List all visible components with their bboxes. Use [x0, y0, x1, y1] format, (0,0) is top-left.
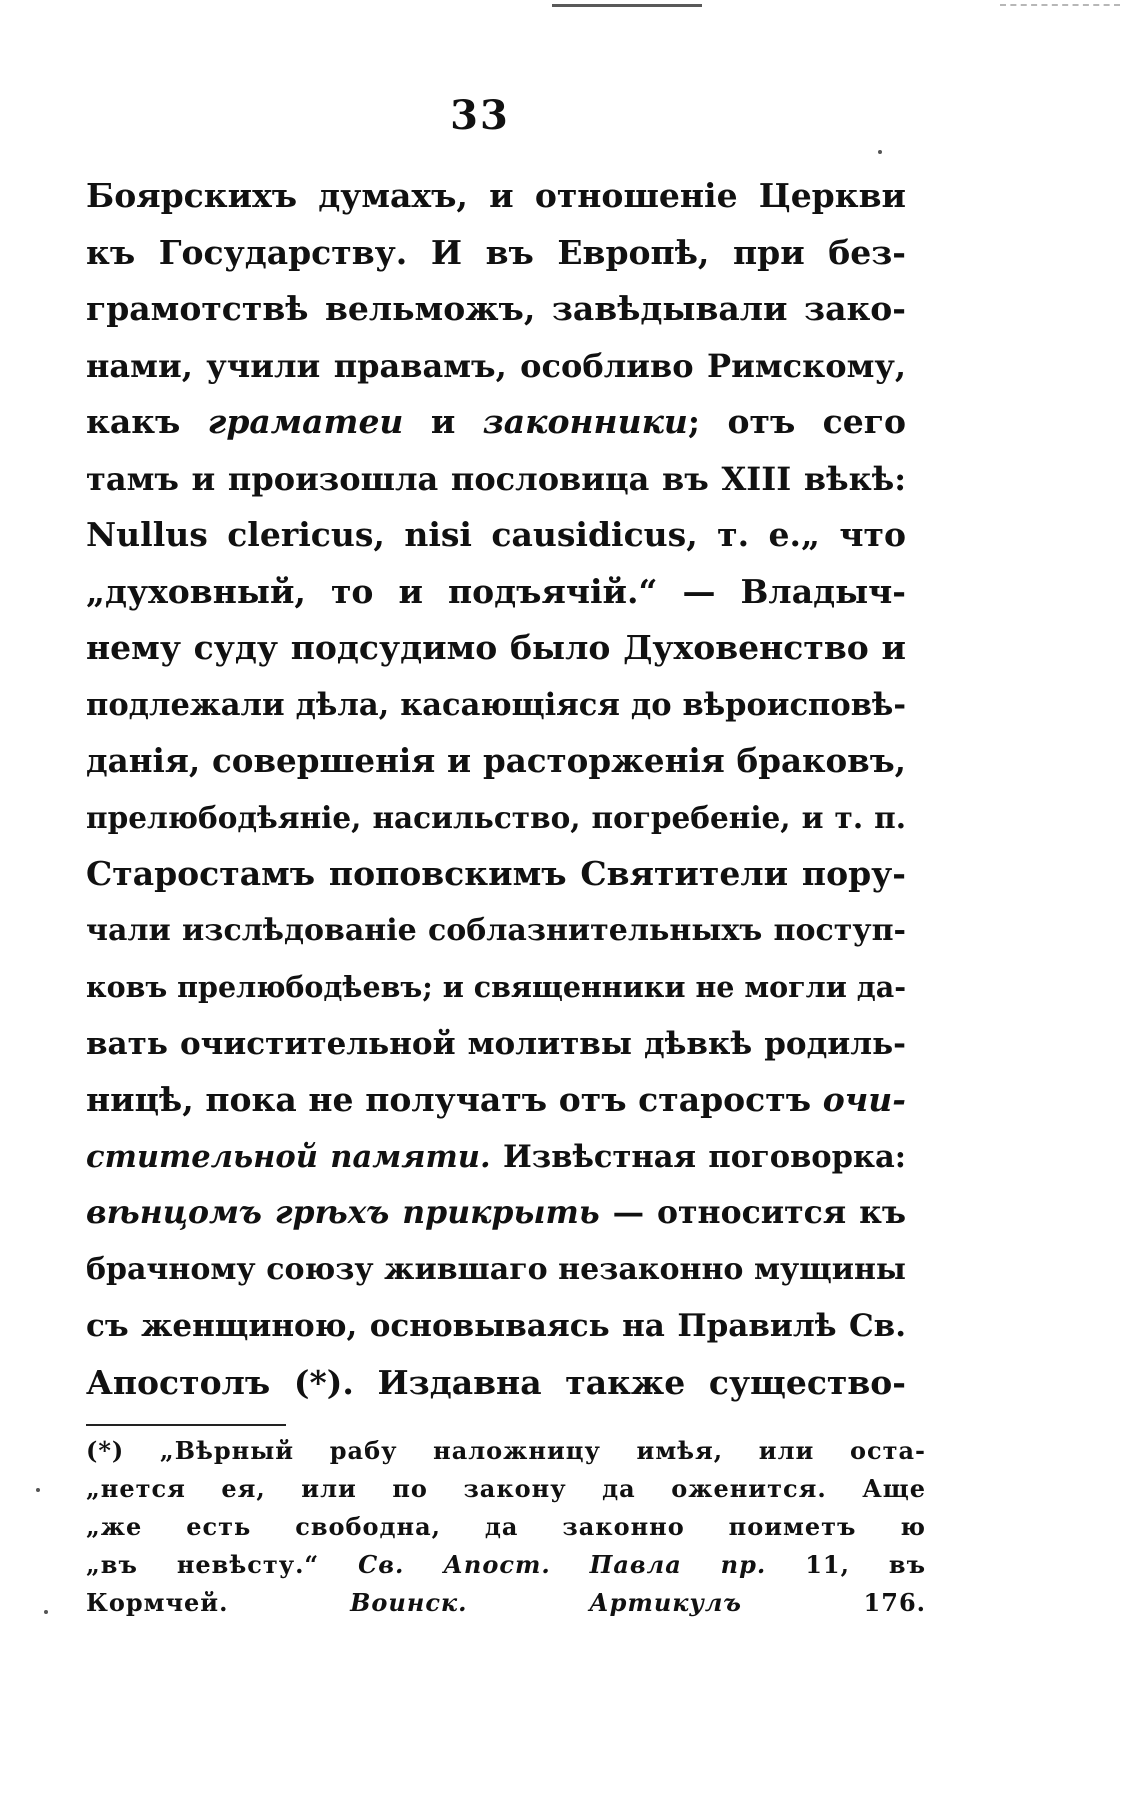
text-run: „нется ея, или по закону да оженится. Аще	[86, 1474, 926, 1503]
text-line	[86, 1355, 906, 1412]
text-line	[86, 733, 906, 790]
text-run: „духовный, то и подъячій.“ — Владыч-	[86, 571, 906, 611]
top-edge-mark	[552, 4, 702, 17]
text-run: — относится къ	[599, 1194, 906, 1231]
text-run: подлежали дѣла, касающіяся до вѣроисповѣ-	[86, 686, 906, 723]
text-run: 176.	[741, 1588, 926, 1617]
italic-text-run: граматеи	[207, 402, 404, 441]
top-edge-mark-right	[1000, 4, 1120, 12]
italic-text-run: Воинск. Артикулъ	[350, 1588, 742, 1617]
text-line	[86, 1016, 906, 1073]
text-line	[86, 1129, 906, 1186]
text-run: нами, учили правамъ, особливо Римскому,	[86, 346, 906, 385]
text-line	[86, 338, 906, 395]
text-line	[86, 677, 906, 734]
italic-text-run: Св. Апост. Павла пр.	[358, 1550, 767, 1579]
text-line	[86, 1185, 906, 1242]
footnote-line	[86, 1470, 926, 1508]
text-line	[86, 507, 906, 564]
text-run: данія, совершенія и расторженія браковъ,	[86, 741, 906, 780]
text-run: ковъ прелюбодѣевъ; и священники не могли да-	[86, 970, 906, 1004]
footnote-rule	[86, 1424, 286, 1426]
text-run: прелюбодѣяніе, насильство, погребеніе, и т. п.	[86, 799, 906, 835]
text-run: и	[403, 402, 483, 441]
text-run: чали изслѣдованіе соблазнительныхъ поступ-	[86, 912, 906, 948]
text-line	[86, 168, 906, 225]
italic-text-run: законники	[482, 402, 688, 441]
text-line	[86, 225, 906, 282]
text-run: „въ невѣсту.“	[86, 1550, 359, 1579]
text-run: Апостолъ (*). Издавна также существо-	[86, 1362, 906, 1402]
text-run: Старостамъ поповскимъ Святители пору-	[86, 854, 906, 893]
main-text-block	[86, 168, 906, 1411]
italic-text-run: очи-	[822, 1080, 906, 1119]
text-run: съ женщиною, основываясь на Правилѣ Св.	[86, 1308, 906, 1344]
text-run: Nullus clericus, nisi causidicus, т. е.„ что	[86, 515, 906, 554]
text-run: ; отъ сего	[687, 402, 906, 441]
text-line	[86, 959, 906, 1016]
page-number: 33	[450, 92, 510, 139]
text-run: 11, въ	[766, 1550, 926, 1579]
text-run: вать очистительной молитвы дѣвкѣ родиль-	[86, 1025, 906, 1062]
text-run: „же есть свободна, да законно поиметъ ю	[86, 1512, 926, 1541]
text-line	[86, 790, 906, 847]
text-run: къ Государству. И въ Европѣ, при без-	[86, 232, 906, 272]
text-run: тамъ и произошла пословица въ XIII вѣкѣ:	[86, 459, 906, 498]
text-line	[86, 846, 906, 903]
footnote-line	[86, 1546, 926, 1584]
print-speck	[36, 1488, 40, 1492]
text-line	[86, 1242, 906, 1299]
footnote-block	[86, 1432, 926, 1622]
text-run: Боярскихъ думахъ, и отношеніе Церкви	[86, 176, 906, 215]
text-run: Кормчей.	[86, 1588, 351, 1617]
print-speck	[44, 1610, 48, 1614]
text-run: грамотствѣ вельможъ, завѣдывали зако-	[86, 289, 906, 328]
text-line	[86, 903, 906, 960]
text-run: какъ	[86, 402, 208, 441]
text-line	[86, 564, 906, 621]
text-line	[86, 1298, 906, 1355]
text-run: брачному союзу жившаго незаконно мущины	[86, 1251, 906, 1287]
italic-text-run: вѣнцомъ грѣхъ прикрыть	[86, 1194, 600, 1231]
footnote-line	[86, 1432, 926, 1470]
text-run: ницѣ, пока не получатъ отъ старостъ	[86, 1080, 823, 1119]
text-line	[86, 620, 906, 677]
text-run: (*) „Вѣрный рабу наложницу имѣя, или оста-	[86, 1436, 926, 1465]
text-run: Извѣстная поговорка:	[490, 1138, 906, 1175]
text-line	[86, 1072, 906, 1129]
print-speck	[878, 150, 882, 154]
footnote-line	[86, 1584, 926, 1622]
footnote-line	[86, 1508, 926, 1546]
italic-text-run: стительной памяти.	[86, 1138, 491, 1175]
text-run: нему суду подсудимо было Духовенство и	[86, 628, 906, 667]
text-line	[86, 394, 906, 451]
text-line	[86, 451, 906, 508]
text-line	[86, 281, 906, 338]
